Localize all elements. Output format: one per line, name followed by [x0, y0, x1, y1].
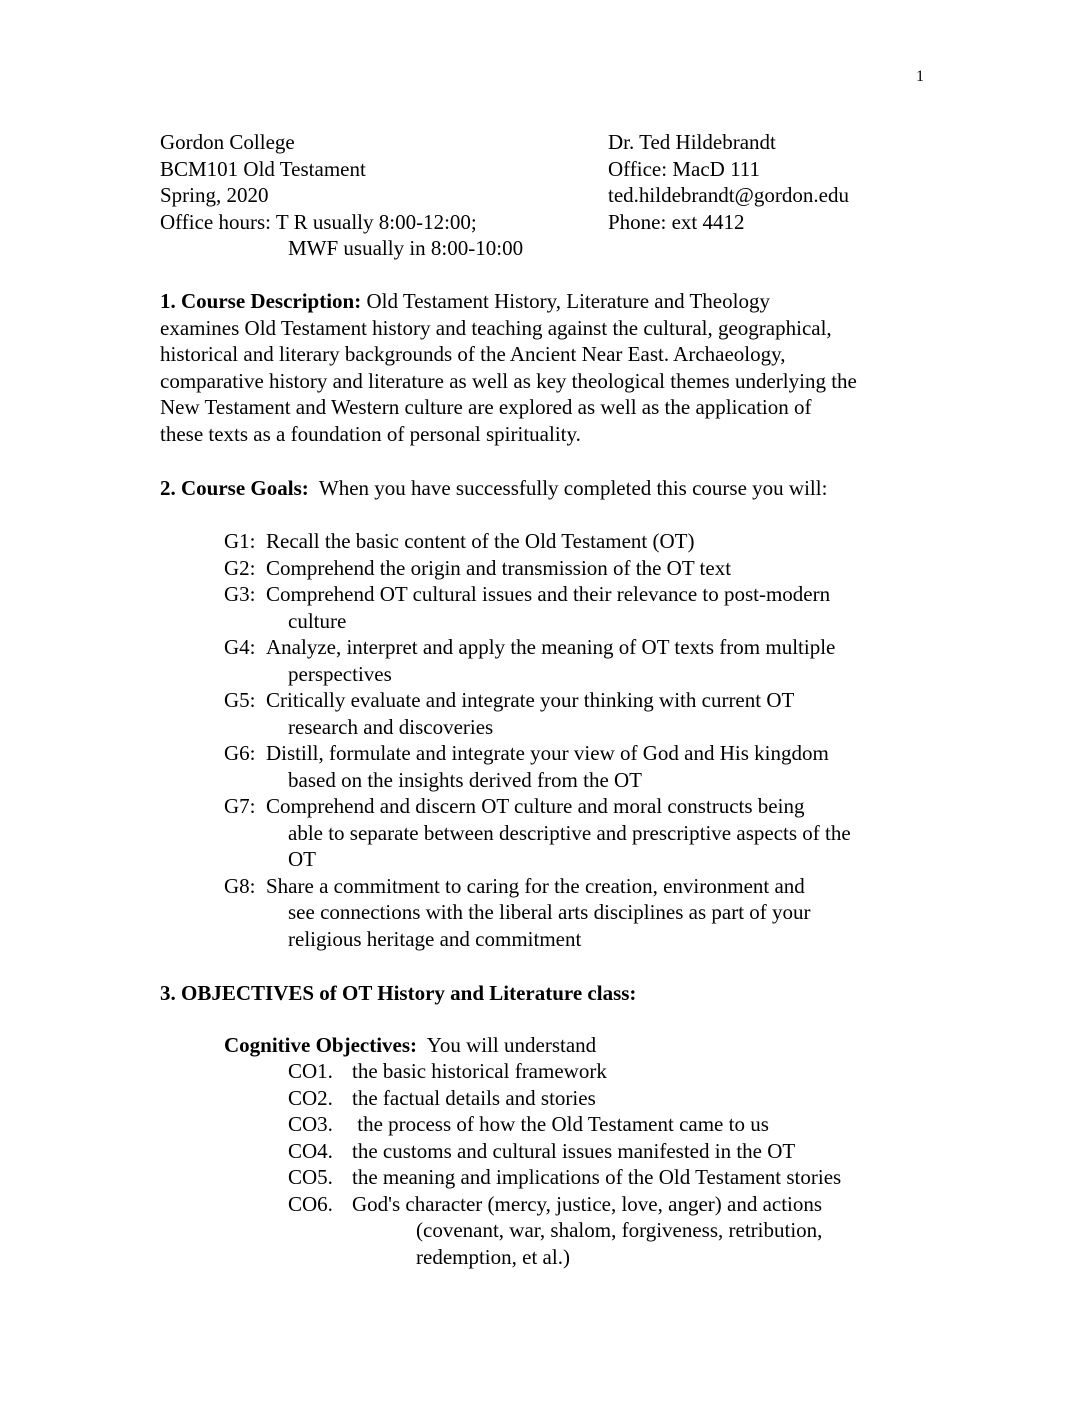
course-goals-heading: 2. Course Goals: [160, 476, 309, 500]
goal-label: G8: [224, 873, 256, 898]
goal-label: G1: [224, 529, 256, 553]
goal-item [224, 528, 924, 555]
objective-item [288, 1111, 928, 1138]
instructor-name: Dr. Ted Hildebrandt [608, 130, 776, 154]
goal-item [224, 555, 924, 582]
objective-text: the meaning and implications of the Old Testament stories [352, 1165, 842, 1189]
description-line: historical and literary backgrounds of the Ancient Near East. Archaeology, [160, 342, 786, 366]
objective-text-cont: redemption, et al.) [416, 1244, 570, 1269]
objective-label: CO4. [288, 1138, 333, 1163]
goal-text-cont: culture [288, 608, 347, 633]
objective-text: the basic historical framework [352, 1059, 607, 1083]
header-right-column [608, 129, 928, 235]
header-left-column [160, 129, 600, 262]
goal-text-cont: OT [288, 847, 316, 871]
objective-item [288, 1191, 928, 1218]
office-hours-cont: MWF usually in 8:00-10:00 [288, 236, 524, 260]
goal-text: Critically evaluate and integrate your thinking with current OT [266, 688, 795, 712]
objective-text: the process of how the Old Testament came to us [352, 1112, 769, 1136]
goal-item [224, 793, 924, 873]
cognitive-objectives-intro: You will understand [417, 1033, 597, 1057]
goal-label: G3: [224, 582, 256, 606]
goal-item [224, 581, 924, 634]
objective-label: CO5. [288, 1165, 333, 1189]
goal-text-cont: able to separate between descriptive and prescriptive aspects of the [288, 820, 851, 845]
course-title: BCM101 Old Testament [160, 156, 366, 181]
course-description-section [160, 288, 930, 447]
objective-label: CO2. [288, 1085, 333, 1110]
objective-item [288, 1085, 928, 1112]
description-line: these texts as a foundation of personal spirituality. [160, 421, 581, 446]
goal-label: G7: [224, 794, 256, 818]
course-description-heading: 1. Course Description: [160, 289, 362, 313]
goal-text-cont: perspectives [288, 661, 392, 686]
goal-text: Comprehend OT cultural issues and their relevance to post-modern [266, 582, 831, 606]
objective-label: CO6. [288, 1191, 333, 1216]
goal-text: Distill, formulate and integrate your view of God and His kingdom [266, 741, 829, 765]
objective-item [288, 1058, 928, 1085]
description-line: New Testament and Western culture are explored as well as the application of [160, 395, 812, 419]
course-goals-intro: When you have successfully completed this course you will: [308, 476, 828, 500]
objective-text-cont: (covenant, war, shalom, forgiveness, retribution, [416, 1218, 823, 1242]
page-number: 1 [916, 68, 924, 85]
office-hours: Office hours: T R usually 8:00-12:00; [160, 209, 477, 234]
goal-label: G4: [224, 635, 256, 659]
goal-text: Comprehend and discern OT culture and moral constructs being [266, 794, 805, 818]
objective-item [288, 1138, 928, 1165]
goal-text: Analyze, interpret and apply the meaning of OT texts from multiple [266, 635, 836, 659]
goal-label: G2: [224, 555, 256, 580]
goal-item [224, 740, 924, 793]
goal-text: Comprehend the origin and transmission of the OT text [266, 555, 732, 580]
description-line: examines Old Testament history and teaching against the cultural, geographical, [160, 315, 832, 340]
objective-label: CO3. [288, 1112, 333, 1136]
cognitive-objectives-heading: Cognitive Objectives: [224, 1033, 418, 1057]
description-line: Old Testament History, Literature and Theology [361, 289, 770, 313]
instructor-email: ted.hildebrandt@gordon.edu [608, 183, 849, 207]
cognitive-objectives-heading-row [224, 1032, 994, 1059]
objectives-heading: 3. OBJECTIVES of OT History and Literature class: [160, 981, 637, 1005]
objective-text: the customs and cultural issues manifested in the OT [352, 1138, 796, 1163]
instructor-phone: Phone: ext 4412 [608, 209, 745, 234]
semester: Spring, 2020 [160, 183, 269, 207]
goal-label: G6: [224, 741, 256, 765]
objective-item [288, 1164, 928, 1191]
objective-text: God's character (mercy, justice, love, anger) and actions [352, 1191, 823, 1216]
goal-label: G5: [224, 688, 256, 712]
course-goals-section [160, 475, 930, 502]
goal-text: Recall the basic content of the Old Testament (OT) [266, 529, 695, 553]
office-location: Office: MacD 111 [608, 156, 761, 181]
objective-text: the factual details and stories [352, 1085, 596, 1110]
objective-label: CO1. [288, 1059, 333, 1083]
goal-item [224, 687, 924, 740]
goal-text-cont: research and discoveries [288, 714, 494, 739]
college-name: Gordon College [160, 130, 295, 154]
cognitive-objectives-list [288, 1058, 928, 1270]
description-line: comparative history and literature as well as key theological themes underlying the [160, 368, 857, 393]
goal-item [224, 873, 924, 953]
goal-text-cont: see connections with the liberal arts disciplines as part of your [288, 900, 811, 924]
goal-text: Share a commitment to caring for the creation, environment and [266, 873, 805, 898]
goals-list [224, 528, 924, 952]
goal-text-cont: religious heritage and commitment [288, 926, 582, 951]
goal-text-cont: based on the insights derived from the OT [288, 767, 643, 792]
goal-item [224, 634, 924, 687]
